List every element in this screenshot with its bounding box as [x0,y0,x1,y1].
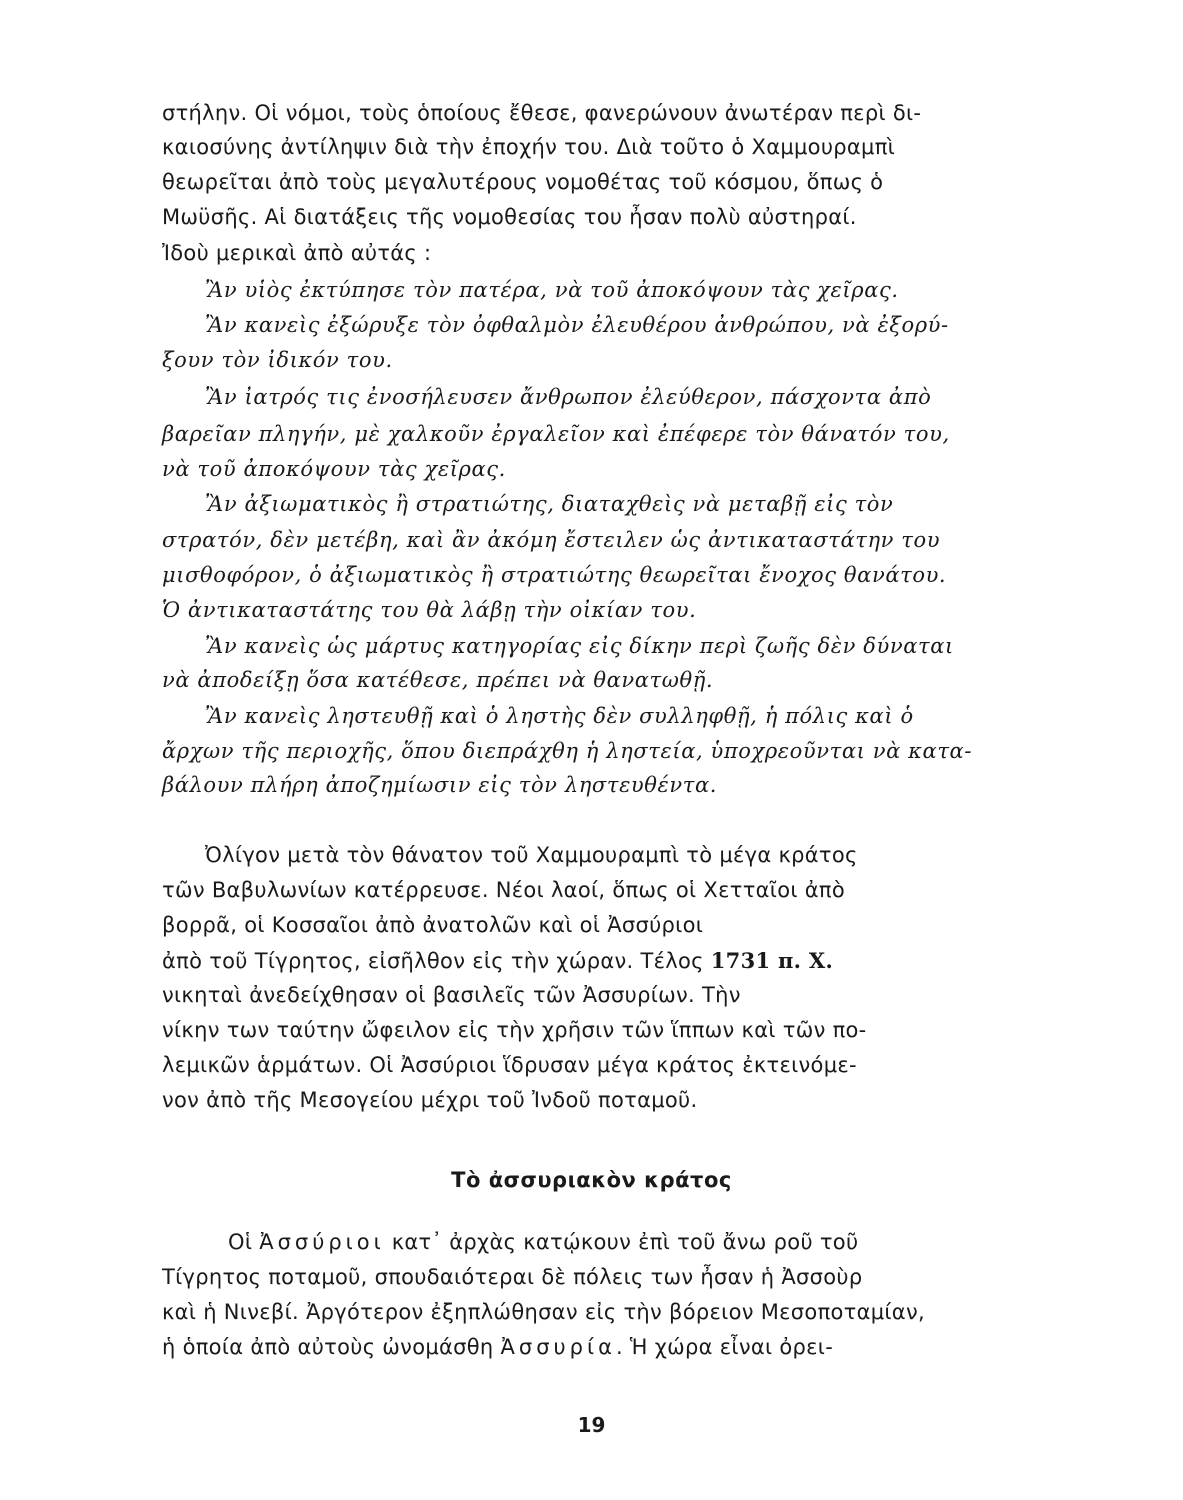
law-line: Ἂν κανεὶς ὡς μάρτυς κατηγορίας εἰς δίκην περὶ ζωῆς δὲν δύναται [205,634,954,658]
text-fragment: κατ᾽ ἀρχὰς κατῴκουν ἐπὶ τοῦ ἄνω ροῦ τοῦ [384,1230,859,1254]
law-line: στρατόν, δὲν μετέβη, καὶ ἂν ἀκόμη ἔστειλεν ὡς ἀντικαταστάτην του [162,528,941,552]
law-line: βαρεῖαν πληγήν, μὲ χαλκοῦν ἐργαλεῖον καὶ ἐπέφερε τὸν θάνατόν του, [162,422,950,446]
text-line: Ὀλίγον μετὰ τὸν θάνατον τοῦ Χαμμουραμπὶ τὸ μέγα κράτος [205,843,858,867]
law-line: Ἂν ἀξιωματικὸς ἢ στρατιώτης, διαταχθεὶς νὰ μεταβῇ εἰς τὸν [205,492,894,516]
law-line: Ἂν κανεὶς ἐξώρυξε τὸν ὀφθαλμὸν ἐλευθέρου ἀνθρώπου, νὰ ἐξορύ- [205,313,949,337]
spaced-term: Ἀσσυρία [500,1335,616,1359]
text-line: τῶν Βαβυλωνίων κατέρρευσε. Νέοι λαοί, ὅπως οἱ Χετταῖοι ἀπὸ [162,878,845,902]
text-line [228,1232,858,1253]
law-line: Ἂν ἰατρός τις ἐνοσήλευσεν ἄνθρωπον ἐλεύθερον, πάσχοντα ἀπὸ [205,385,932,409]
text-fragment: Οἱ [228,1230,260,1254]
text-line: νίκην των ταύτην ὤφειλον εἰς τὴν χρῆσιν τῶν ἵππων καὶ τῶν πο- [162,1018,867,1042]
text-line: Τίγρητος ποταμοῦ, σπουδαιότεραι δὲ πόλεις των ἦσαν ἡ Ἀσσοὺρ [162,1265,863,1289]
law-line: νὰ τοῦ ἀποκόψουν τὰς χεῖρας. [162,457,506,481]
law-line: βάλουν πλήρη ἀποζημίωσιν εἰς τὸν ληστευθέντα. [162,773,718,797]
date-bold: 1731 π. Χ. [710,948,834,973]
law-line: ἄρχων τῆς περιοχῆς, ὅπου διεπράχθη ἡ ληστεία, ὑποχρεοῦνται νὰ κατα- [162,739,973,763]
text-fragment: . Ἡ χώρα εἶναι ὀρει- [615,1335,834,1359]
text-line: Μωϋσῆς. Αἱ διατάξεις τῆς νομοθεσίας του ἦσαν πολὺ αὐστηραί. [162,205,857,229]
text-line: λεμικῶν ἁρμάτων. Οἱ Ἀσσύριοι ἵδρυσαν μέγα κράτος ἐκτεινόμε- [162,1053,857,1077]
text-line [162,950,833,972]
law-line: Ὁ ἀντικαταστάτης του θὰ λάβῃ τὴν οἰκίαν του. [162,598,697,622]
text-line: στήλην. Οἱ νόμοι, τοὺς ὁποίους ἔθεσε, φανερώνουν ἀνωτέραν περὶ δι- [162,101,922,125]
text-line: βορρᾶ, οἱ Κοσσαῖοι ἀπὸ ἀνατολῶν καὶ οἱ Ἀσσύριοι [162,913,704,937]
text-line: νικηταὶ ἀνεδείχθησαν οἱ βασιλεῖς τῶν Ἀσσυρίων. Τὴν [162,983,741,1007]
law-line: μισθοφόρον, ὁ ἀξιωματικὸς ἢ στρατιώτης θεωρεῖται ἔνοχος θανάτου. [162,563,947,587]
law-line: νὰ ἀποδείξῃ ὅσα κατέθεσε, πρέπει νὰ θανατωθῇ. [162,668,714,692]
text-fragment: ἡ ὁποία ἀπὸ αὐτοὺς ὠνομάσθη [162,1335,501,1359]
text-line: νον ἀπὸ τῆς Μεσογείου μέχρι τοῦ Ἰνδοῦ ποταμοῦ. [162,1088,698,1112]
text-fragment: ἀπὸ τοῦ Τίγρητος, εἰσῆλθον εἰς τὴν χώραν. Τέλος [162,949,711,973]
page-number: 19 [577,1413,606,1437]
law-line: Ἂν κανεὶς ληστευθῇ καὶ ὁ ληστὴς δὲν συλληφθῇ, ἡ πόλις καὶ ὁ [205,704,914,728]
law-line: ξουν τὸν ἰδικόν του. [162,348,393,372]
spaced-term: Ἀσσύριοι [259,1230,385,1254]
law-line: Ἂν υἱὸς ἐκτύπησε τὸν πατέρα, νὰ τοῦ ἀποκόψουν τὰς χεῖρας. [205,278,899,302]
text-line [162,1337,833,1358]
text-line: θεωρεῖται ἀπὸ τοὺς μεγαλυτέρους νομοθέτας τοῦ κόσμου, ὅπως ὁ [162,170,884,194]
text-line: Ἰδοὺ μερικαὶ ἀπὸ αὐτάς : [162,241,432,265]
text-line: καιοσύνης ἀντίληψιν διὰ τὴν ἐποχήν του. Διὰ τοῦτο ὁ Χαμμουραμπὶ [162,135,896,159]
section-heading: Τὸ ἀσσυριακὸν κράτος [451,1168,732,1192]
text-line: καὶ ἡ Νινεβί. Ἀργότερον ἐξηπλώθησαν εἰς τὴν βόρειον Μεσοποταμίαν, [162,1300,925,1324]
